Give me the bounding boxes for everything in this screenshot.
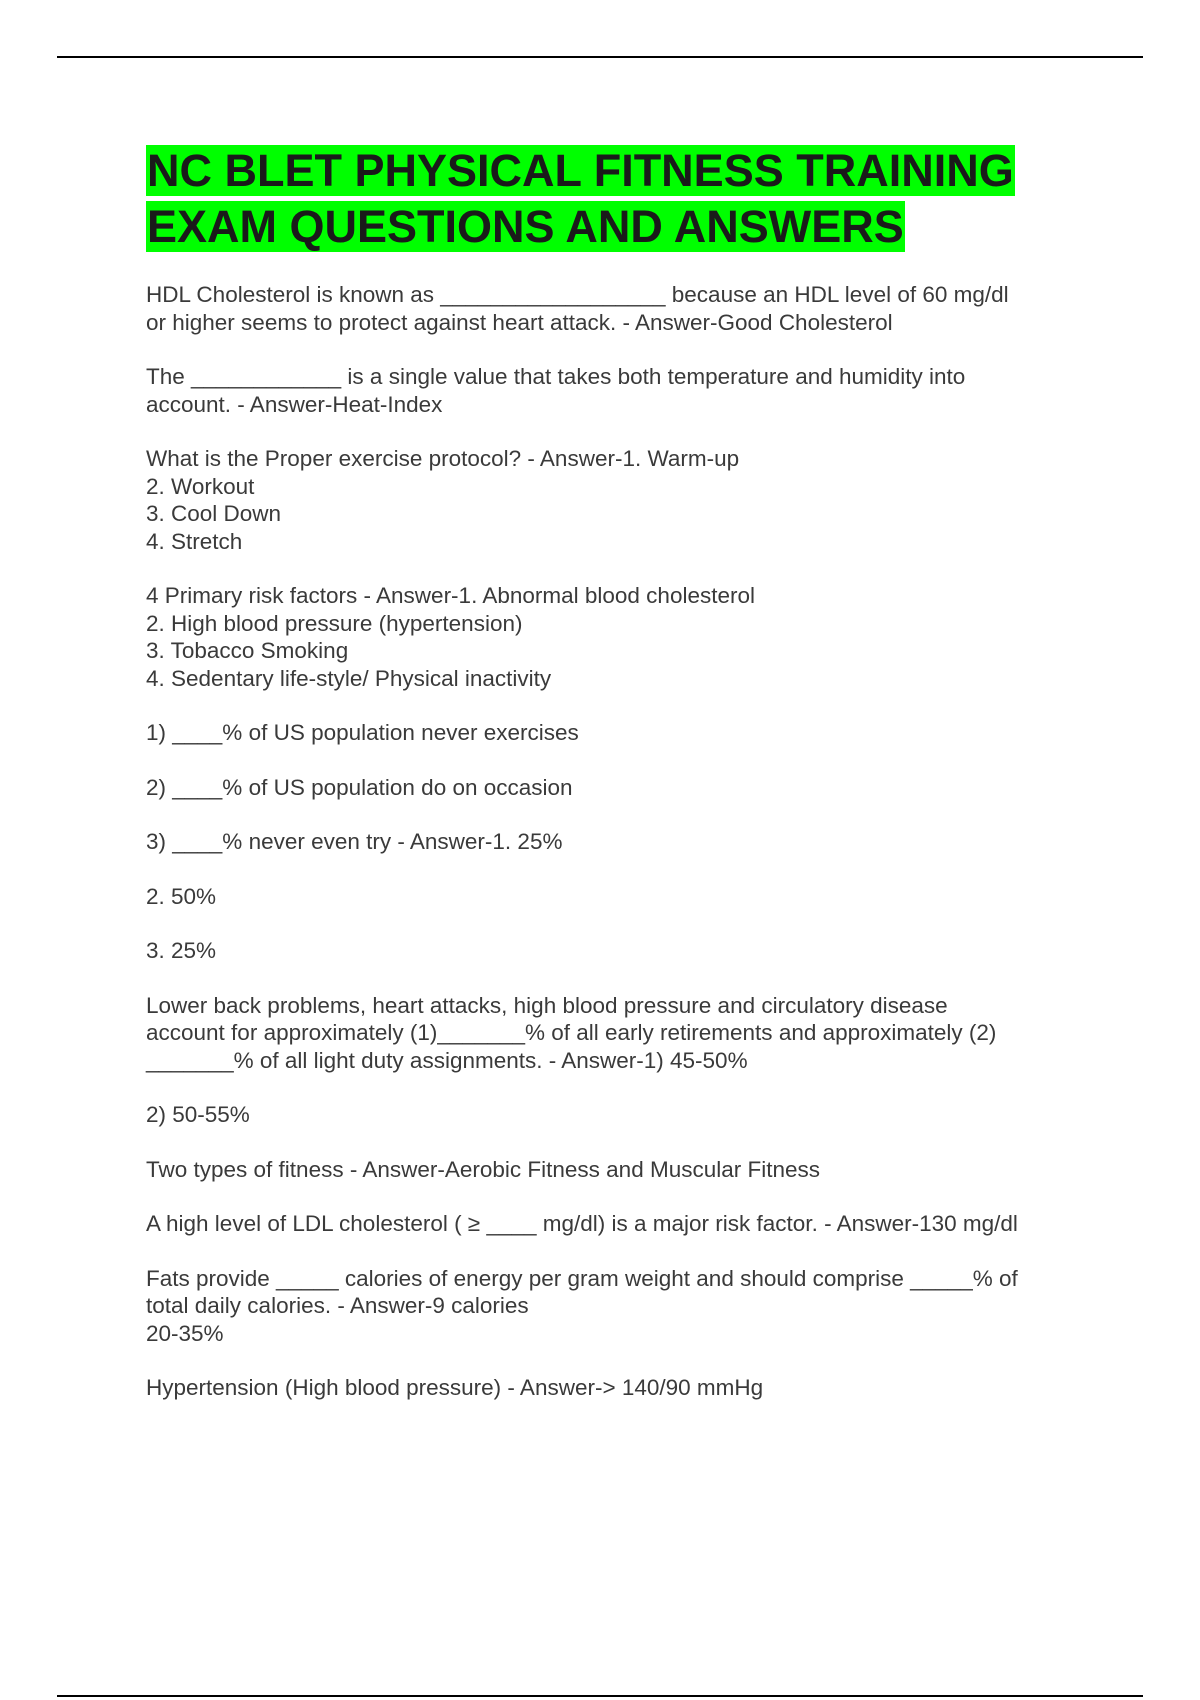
qa-paragraph <box>146 1210 1096 1238</box>
qa-line: 3. Cool Down <box>146 501 282 526</box>
qa-line: 2) 50-55% <box>146 1102 250 1127</box>
qa-paragraph <box>146 828 1096 856</box>
qa-line: 3. Tobacco Smoking <box>146 638 349 663</box>
qa-line: Two types of fitness - Answer-Aerobic Fitness and Muscular Fitness <box>146 1156 821 1182</box>
qa-line: account for approximately (1)_______% of all early retirements and approximately (2) <box>146 1020 997 1045</box>
qa-paragraph <box>146 1265 1096 1348</box>
qa-line: The ____________ is a single value that takes both temperature and humidity into <box>146 364 966 389</box>
qa-line: total daily calories. - Answer-9 calories <box>146 1293 529 1318</box>
qa-line: 4. Stretch <box>146 528 243 554</box>
qa-paragraph <box>146 1101 1096 1129</box>
qa-line: Fats provide _____ calories of energy per gram weight and should comprise _____% of <box>146 1265 1018 1291</box>
qa-line: HDL Cholesterol is known as __________________ because an HDL level of 60 mg/dl <box>146 282 1009 307</box>
qa-line: 20-35% <box>146 1320 224 1346</box>
qa-paragraph <box>146 937 1096 965</box>
qa-paragraph <box>146 363 1096 418</box>
qa-paragraph <box>146 582 1096 692</box>
qa-line: 3. 25% <box>146 938 217 963</box>
qa-line: 2) ____% of US population do on occasion <box>146 774 573 800</box>
qa-line: 4. Sedentary life-style/ Physical inactivity <box>146 665 552 691</box>
qa-paragraph <box>146 445 1096 555</box>
qa-paragraph <box>146 281 1096 336</box>
qa-paragraph <box>146 774 1096 802</box>
qa-line: A high level of LDL cholesterol ( ≥ ____ mg/dl) is a major risk factor. - Answer-130 mg/dl <box>146 1211 1018 1236</box>
qa-line: account. - Answer-Heat-Index <box>146 391 443 417</box>
qa-line: 1) ____% of US population never exercises <box>146 720 579 745</box>
qa-line: What is the Proper exercise protocol? - Answer-1. Warm-up <box>146 446 740 471</box>
document-title <box>146 143 1096 255</box>
document-body <box>146 143 1096 1429</box>
bottom-rule <box>57 1695 1143 1697</box>
qa-line: 2. 50% <box>146 883 217 909</box>
qa-line: 2. High blood pressure (hypertension) <box>146 610 523 636</box>
qa-paragraph <box>146 1374 1096 1402</box>
top-rule <box>57 56 1143 58</box>
qa-line: Hypertension (High blood pressure) - Answer-> 140/90 mmHg <box>146 1375 764 1400</box>
qa-line: or higher seems to protect against heart attack. - Answer-Good Cholesterol <box>146 309 893 335</box>
qa-paragraph <box>146 883 1096 911</box>
title-line-1: NC BLET PHYSICAL FITNESS TRAINING <box>147 145 1014 196</box>
qa-paragraph <box>146 992 1096 1075</box>
qa-line: 3) ____% never even try - Answer-1. 25% <box>146 829 563 854</box>
title-highlight <box>146 145 1015 252</box>
qa-paragraph <box>146 1156 1096 1184</box>
qa-paragraph <box>146 719 1096 747</box>
qa-line: _______% of all light duty assignments. - Answer-1) 45-50% <box>146 1047 748 1073</box>
qa-list <box>146 281 1096 1402</box>
qa-line: 2. Workout <box>146 473 255 499</box>
title-line-2: EXAM QUESTIONS AND ANSWERS <box>147 201 904 252</box>
qa-line: 4 Primary risk factors - Answer-1. Abnormal blood cholesterol <box>146 583 755 608</box>
qa-line: Lower back problems, heart attacks, high blood pressure and circulatory disease <box>146 992 948 1018</box>
